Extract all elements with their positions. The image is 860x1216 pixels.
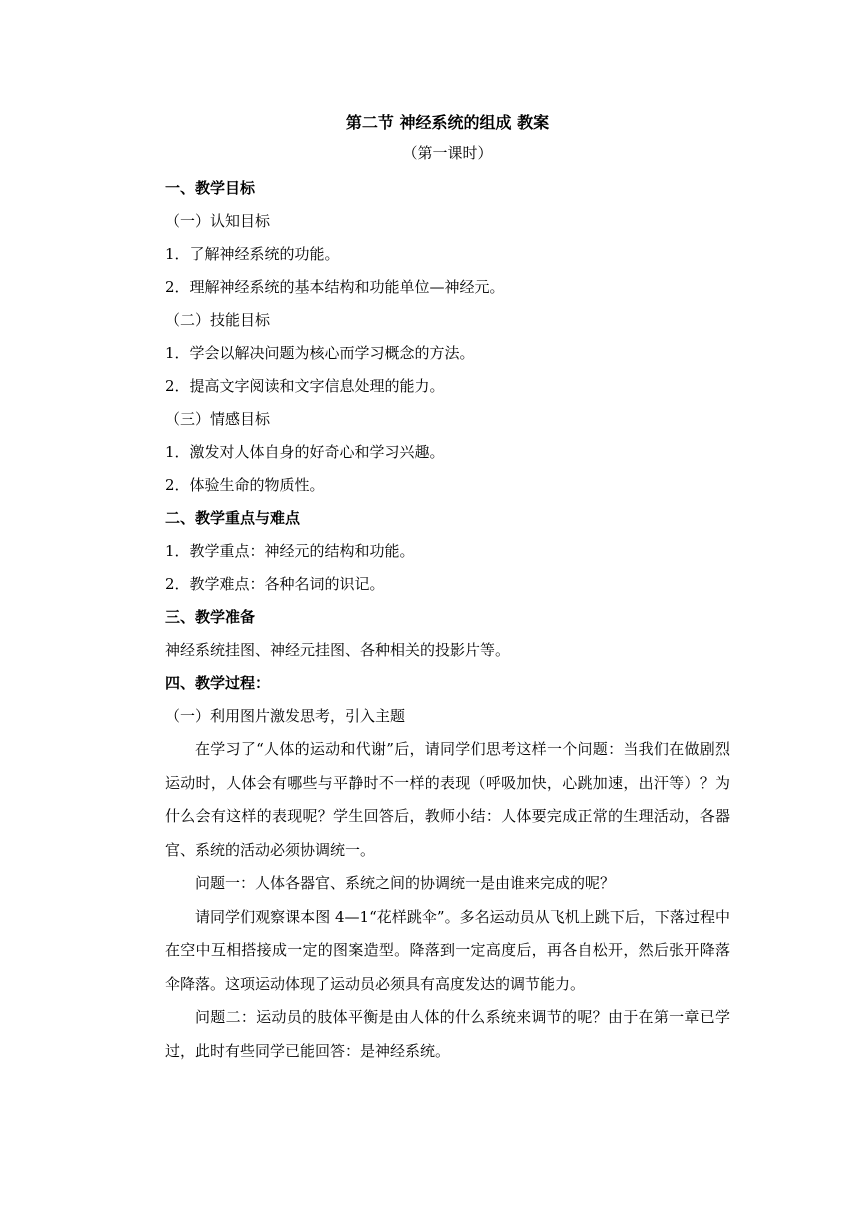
document-subtitle: （第一课时） (402, 144, 493, 162)
document-title: 第二节 神经系统的组成 教案 (345, 113, 550, 132)
section-heading: 一、教学目标 (165, 179, 256, 197)
body-paragraph: 请同学们观察课本图 4—1“花样跳伞”。多名运动员从飞机上跳下后，下落过程中在空中互相搭接成一定的图案造型。降落到一定高度后，再各自松开，然后张开降落伞降落。这项运动体现了运动员必须具有高度发达的调节能力。 (165, 907, 730, 993)
subsection-heading: （三）情感目标 (165, 410, 271, 428)
subsection-heading: （一）认知目标 (165, 212, 271, 230)
body-paragraph: 问题一：人体各器官、系统之间的协调统一是由谁来完成的呢？ (195, 874, 616, 892)
body-paragraph: 问题二：运动员的肢体平衡是由人体的什么系统来调节的呢？由于在第一章已学过，此时有些同学已能回答：是神经系统。 (165, 1008, 730, 1060)
section-heading: 四、教学过程： (165, 674, 271, 692)
subsection-heading: （二）技能目标 (165, 311, 271, 329)
list-item: 1．学会以解决问题为核心而学习概念的方法。 (165, 344, 475, 362)
list-item: 1．了解神经系统的功能。 (165, 245, 340, 263)
section-heading: 二、教学重点与难点 (165, 509, 301, 527)
body-paragraphs (165, 733, 730, 1068)
list-item: 2．提高文字阅读和文字信息处理的能力。 (165, 377, 445, 395)
list-item: 2．体验生命的物质性。 (165, 476, 325, 494)
list-item: 1．激发对人体自身的好奇心和学习兴趣。 (165, 443, 445, 461)
document-content (165, 108, 730, 1068)
list-item: 2．理解神经系统的基本结构和功能单位—神经元。 (165, 278, 505, 296)
list-item: 2．教学难点：各种名词的识记。 (165, 575, 385, 593)
list-item: 神经系统挂图、神经元挂图、各种相关的投影片等。 (165, 641, 511, 659)
body-paragraph: 在学习了“人体的运动和代谢”后，请同学们思考这样一个问题：当我们在做剧烈运动时，人体会有哪些与平静时不一样的表现（呼吸加快，心跳加速，出汗等）？为什么会有这样的表现呢？学生回答后，教师小结：人体要完成正常的生理活动，各器官、系统的活动必须协调统一。 (165, 740, 730, 859)
section-heading: 三、教学准备 (165, 608, 256, 626)
subsection-heading: （一）利用图片激发思考，引入主题 (165, 707, 406, 725)
outline-lines (165, 172, 730, 733)
list-item: 1．教学重点：神经元的结构和功能。 (165, 542, 415, 560)
